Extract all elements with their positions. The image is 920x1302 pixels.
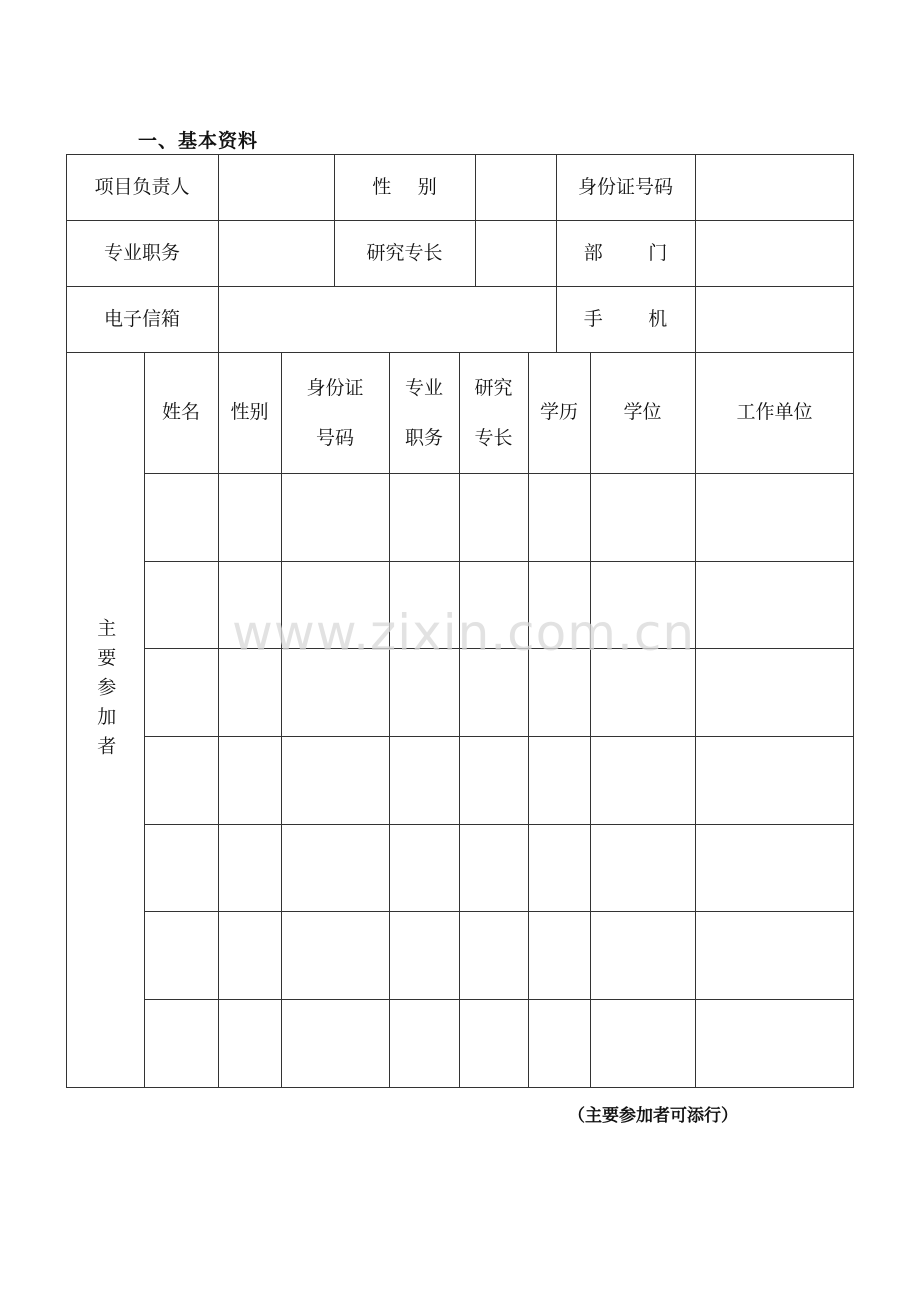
participants-side-label-cell [66, 560, 144, 860]
header-degree: 学位 [623, 401, 662, 424]
email-value[interactable] [218, 286, 556, 352]
table-row [144, 911, 854, 999]
email-label: 电子信箱 [103, 307, 180, 330]
specialty-value[interactable] [475, 220, 556, 286]
dept-label-text: 部门 [583, 241, 713, 264]
gender-value[interactable] [475, 154, 556, 220]
header-title [389, 352, 459, 473]
header-education: 学历 [539, 401, 578, 424]
section-title: 一、基本资料 [138, 130, 259, 152]
header-id-line2: 号码 [315, 426, 354, 449]
table-row [144, 824, 854, 911]
header-specialty [459, 352, 528, 473]
footnote: （主要参加者可添行） [568, 1106, 738, 1126]
header-id-line1: 身份证 [306, 376, 364, 399]
header-title-line1: 专业 [404, 376, 443, 399]
dept-value[interactable] [695, 220, 854, 286]
mobile-label [556, 286, 713, 352]
header-title-line2: 职务 [404, 426, 443, 449]
header-id [281, 352, 389, 473]
gender-label [334, 154, 475, 220]
id-label: 身份证号码 [577, 175, 673, 198]
table-row [144, 999, 854, 1088]
gender-label-text: 性别 [372, 175, 464, 198]
mobile-label-text: 手机 [583, 307, 713, 330]
table-row [144, 736, 854, 824]
participants-side-label: 主要参加者 [94, 618, 117, 766]
title-label: 专业职务 [103, 241, 180, 264]
header-gender: 性别 [230, 401, 269, 424]
watermark: www.zixin.com.cn [232, 604, 696, 662]
header-specialty-line2: 专长 [474, 426, 513, 449]
mobile-value[interactable] [695, 286, 854, 352]
specialty-label: 研究专长 [366, 241, 443, 264]
header-name: 姓名 [161, 401, 200, 424]
table-row [144, 473, 854, 561]
dept-label [556, 220, 713, 286]
leader-label: 项目负责人 [94, 175, 190, 198]
header-specialty-line1: 研究 [474, 376, 513, 399]
id-value[interactable] [695, 154, 854, 220]
header-employer: 工作单位 [736, 401, 813, 424]
title-value[interactable] [218, 220, 334, 286]
leader-value[interactable] [218, 154, 334, 220]
